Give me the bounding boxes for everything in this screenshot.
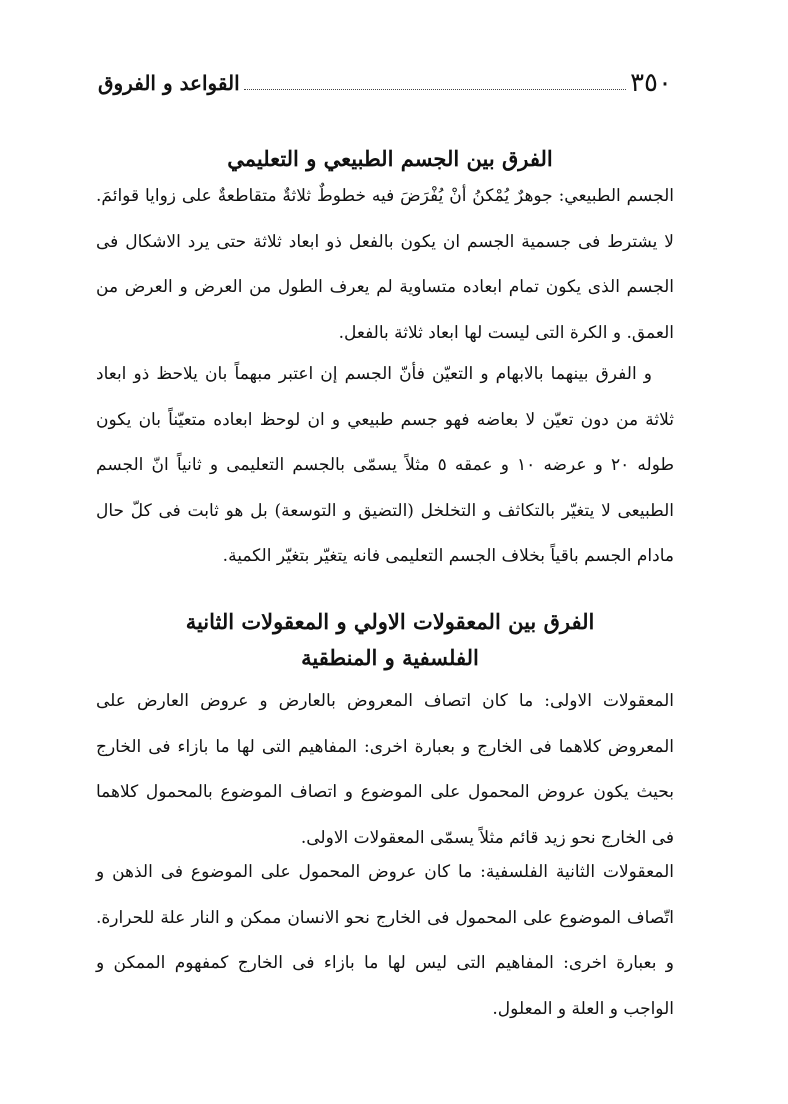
page-number: ٣٥٠ xyxy=(630,68,672,98)
page-header xyxy=(98,62,672,98)
running-title: القواعد و الفروق xyxy=(98,71,240,95)
section-heading-intelligibles-line2: الفلسفية و المنطقية xyxy=(301,645,479,670)
paragraph-secondary-philosophical-intelligibles: المعقولات الثانية الفلسفية: ما كان عروض المحمول على الموضوع فى الذهن و اتّصاف الموضوع على المحمول فى الخارج نحو الانسان ممكن و النار علة للحرارة. و بعبارة اخرى: المفاهيم التى ليس لها ما بازاء فى الخارج كمفهوم الممكن و الواجب و العلة و المعلول. xyxy=(96,862,674,1019)
header-dotted-leader xyxy=(244,89,626,90)
section-heading-intelligibles: الفرق بين المعقولات الاولي و المعقولات الثانية xyxy=(185,609,595,634)
paragraph-natural-body-definition: الجسم الطبيعي: جوهرٌ يُمْكنُ أنْ يُفْرَضَ فيه خطوطٌ ثلاثةٌ متقاطعةٌ على زوايا قوائمَ. لا يشترط فى جسمية الجسم ان يكون بالفعل ذو ابعاد ثلاثة حتى يرد الاشكال فى الجسم الذى يكون تمام ابعاده متساوية لم يعرف الطول من العرض و العرض من العمق. و الكرة التى ليست لها ابعاد ثلاثة بالفعل. xyxy=(96,186,674,343)
paragraph-primary-intelligibles: المعقولات الاولى: ما كان اتصاف المعروض بالعارض و عروض العارض على المعروض كلاهما فى الخارج و بعبارة اخرى: المفاهيم التى لها ما بازاء فى الخارج بحيث يكون عروض المحمول على الموضوع و اتصاف الموضوع بالمحمول كلاهما فى الخارج نحو زيد قائم مثلاً يسمّى المعقولات الاولى. xyxy=(96,691,674,848)
section-heading-body-types: الفرق بين الجسم الطبيعي و التعليمي xyxy=(227,146,553,171)
paragraph-difference-explanation: و الفرق بينهما بالابهام و التعيّن فأنّ الجسم إن اعتبر مبهماً بان يلاحظ ذو ابعاد ثلاثة من دون تعيّن لا بعاضه فهو جسم طبيعي و ان لوحظ ابعاده متعيّناً بان يكون طوله ٢٠ و عرضه ١٠ و عمقه ٥ مثلاً يسمّى بالجسم التعليمى و ثانياً انّ الجسم الطبيعى لا يتغيّر بالتكاثف و التخلخل (التضيق و التوسعة) بل هو ثابت فى كلّ حال مادام الجسم باقياً بخلاف الجسم التعليمى فانه يتغيّر بتغيّر الكمية. xyxy=(96,364,675,566)
